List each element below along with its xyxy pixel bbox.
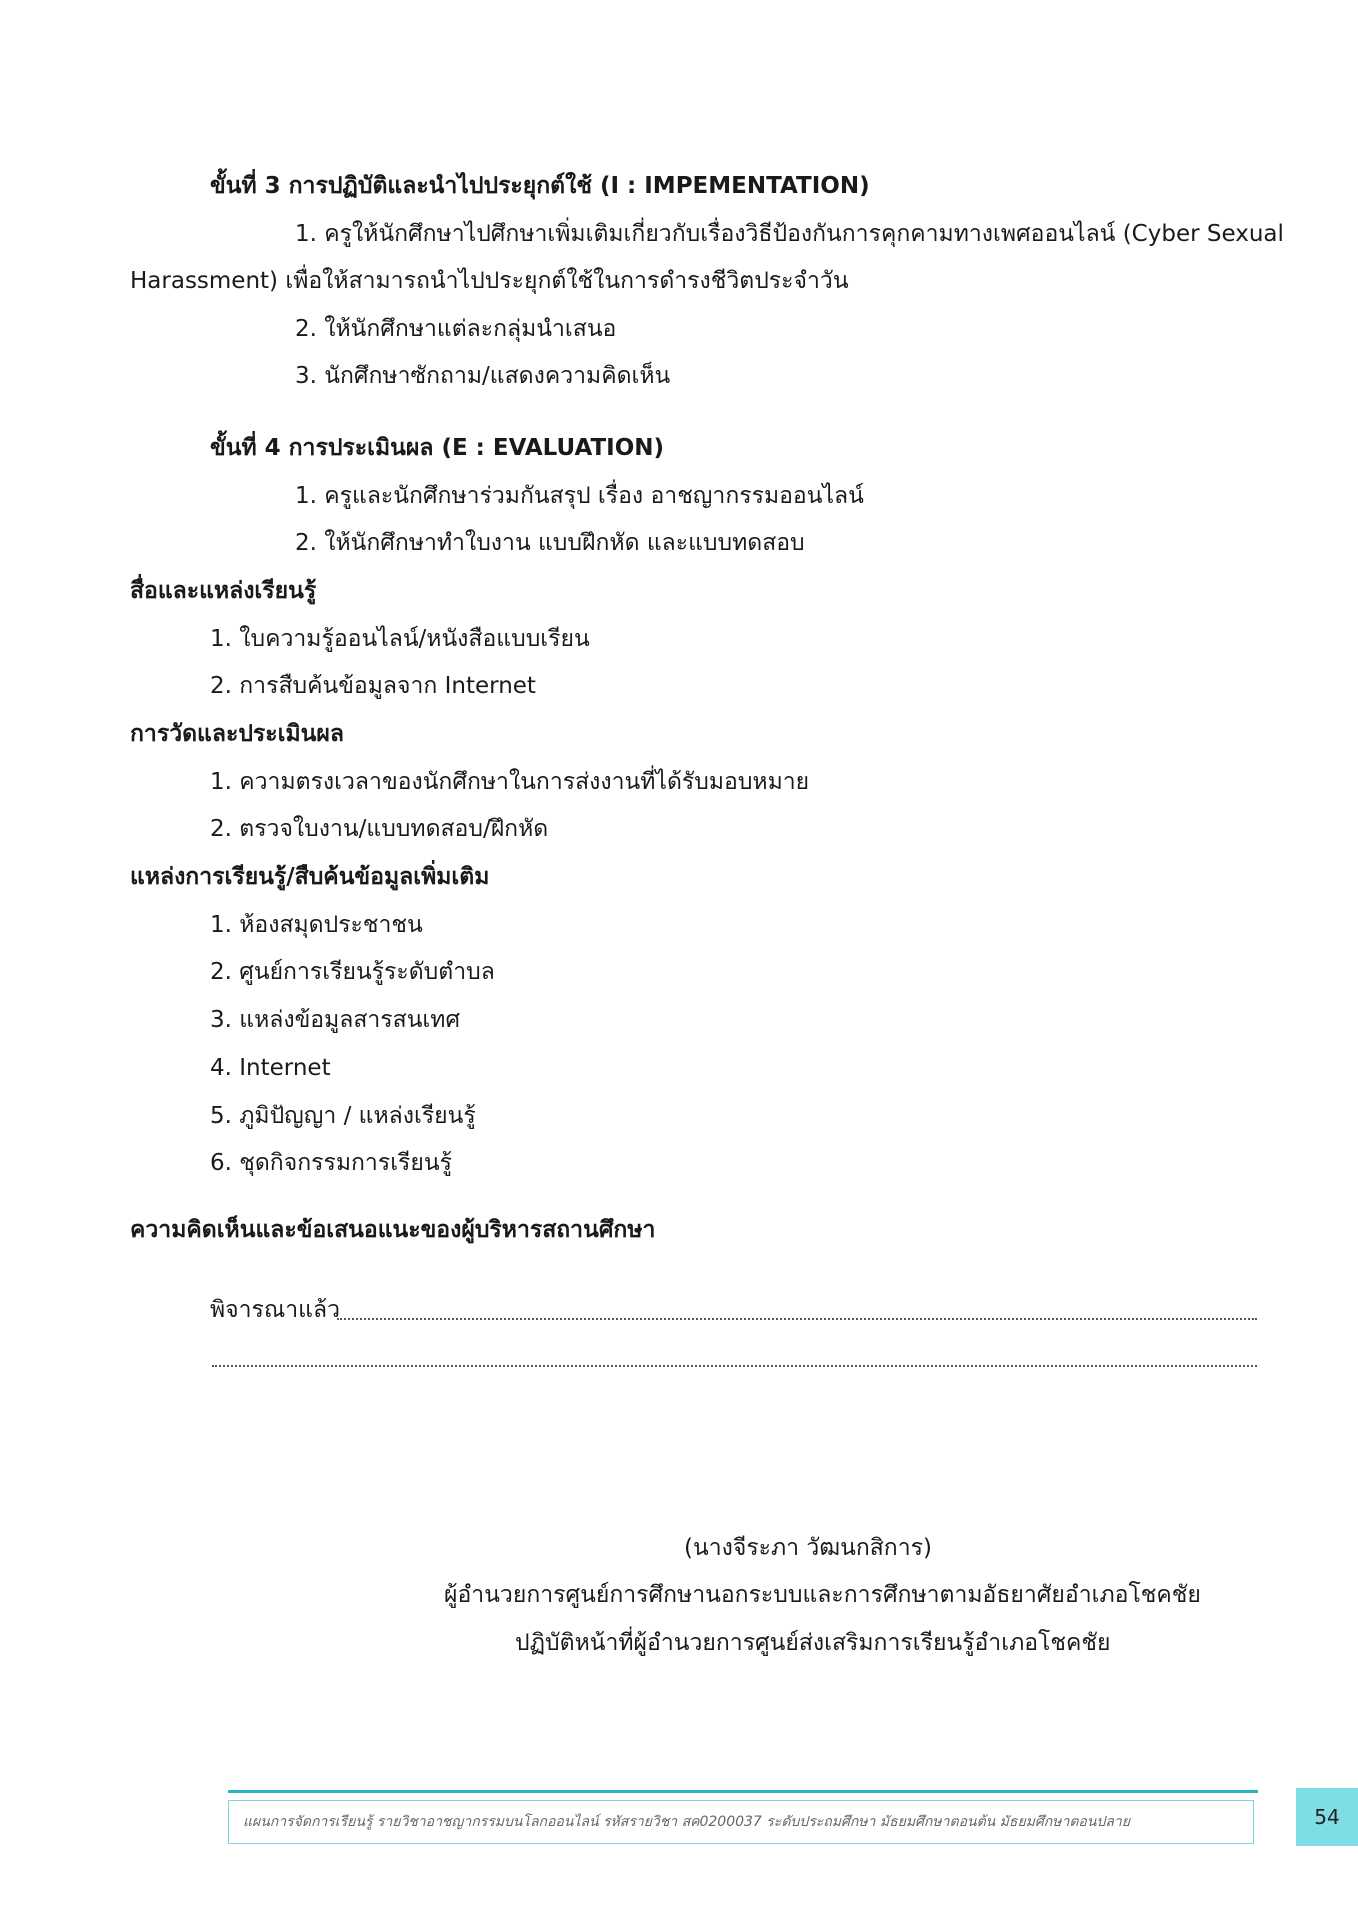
step4-item1: 1. ครูและนักศึกษาร่วมกันสรุป เรื่อง อาชญากรรมออนไลน์: [295, 483, 864, 509]
step3-item2: 2. ให้นักศึกษาแต่ละกลุ่มนำเสนอ: [295, 316, 617, 342]
footer-accent-line: [228, 1790, 1258, 1793]
signature-name: (นางจีระภา วัฒนกสิการ): [684, 1535, 932, 1561]
step3-item1-line1: 1. ครูให้นักศึกษาไปศึกษาเพิ่มเติมเกี่ยวกับเรื่องวิธีป้องกันการคุกคามทางเพศออนไลน์ (Cyber Sexual: [295, 221, 1284, 247]
source-item: 2. ศูนย์การเรียนรู้ระดับตำบล: [210, 959, 495, 985]
signature-position-1: ผู้อำนวยการศูนย์การศึกษานอกระบบและการศึกษาตามอัธยาศัยอำเภอโชคชัย: [444, 1582, 1201, 1608]
source-item: 6. ชุดกิจกรรมการเรียนรู้: [210, 1150, 452, 1176]
source-item: 4. Internet: [210, 1055, 331, 1081]
assessment-item: 2. ตรวจใบงาน/แบบทดสอบ/ฝึกหัด: [210, 816, 549, 842]
page-number: 54: [1296, 1788, 1358, 1846]
opinion-heading: ความคิดเห็นและข้อเสนอแนะของผู้บริหารสถานศึกษา: [130, 1217, 656, 1243]
source-item: 1. ห้องสมุดประชาชน: [210, 912, 423, 938]
opinion-dotted-line-1: [337, 1318, 1257, 1320]
sources-heading: แหล่งการเรียนรู้/สืบค้นข้อมูลเพิ่มเติม: [130, 864, 490, 890]
media-item: 2. การสืบค้นข้อมูลจาก Internet: [210, 673, 536, 699]
step3-heading: ขั้นที่ 3 การปฏิบัติและนำไปประยุกต์ใช้ (I : IMPEMENTATION): [210, 173, 870, 199]
step4-heading: ขั้นที่ 4 การประเมินผล (E : EVALUATION): [210, 435, 665, 461]
considered-label: พิจารณาแล้ว: [210, 1297, 340, 1323]
media-item: 1. ใบความรู้ออนไลน์/หนังสือแบบเรียน: [210, 626, 590, 652]
opinion-dotted-line-2: [212, 1365, 1257, 1367]
signature-position-2: ปฏิบัติหน้าที่ผู้อำนวยการศูนย์ส่งเสริมการเรียนรู้อำเภอโชคชัย: [515, 1630, 1111, 1656]
step3-item3: 3. นักศึกษาซักถาม/แสดงความคิดเห็น: [295, 363, 671, 389]
assessment-heading: การวัดและประเมินผล: [130, 721, 344, 747]
source-item: 5. ภูมิปัญญา / แหล่งเรียนรู้: [210, 1103, 476, 1129]
assessment-item: 1. ความตรงเวลาของนักศึกษาในการส่งงานที่ได้รับมอบหมาย: [210, 769, 810, 795]
source-item: 3. แหล่งข้อมูลสารสนเทศ: [210, 1007, 461, 1033]
footer-caption: แผนการจัดการเรียนรู้ รายวิชาอาชญากรรมบนโลกออนไลน์ รหัสรายวิชา สค0200037 ระดับประถมศึกษา มัธยมศึกษาตอนต้น มัธยมศึกษาตอนปลาย: [228, 1800, 1254, 1844]
step4-item2: 2. ให้นักศึกษาทำใบงาน แบบฝึกหัด และแบบทดสอบ: [295, 530, 805, 556]
step3-item1-line2: Harassment) เพื่อให้สามารถนำไปประยุกต์ใช้ในการดำรงชีวิตประจำวัน: [130, 268, 849, 294]
media-heading: สื่อและแหล่งเรียนรู้: [130, 578, 317, 604]
